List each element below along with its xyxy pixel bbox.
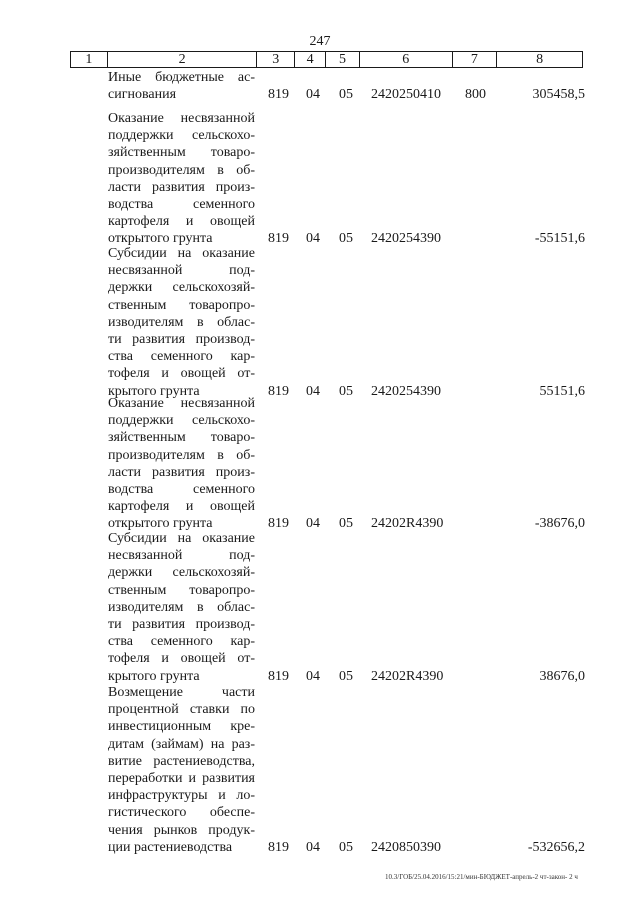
- description-line: несвязанной под-: [108, 548, 255, 564]
- description-line: поддержки сельскохо-: [108, 128, 255, 144]
- cell-col3: 819: [268, 383, 289, 399]
- cell-col6: 2420254390: [371, 383, 441, 399]
- description-line: открытого грунта: [108, 516, 213, 532]
- column-header-3: 3: [257, 52, 295, 67]
- description-line: изводителям в облас-: [108, 599, 255, 615]
- description-line: изводителям в облас-: [108, 314, 255, 330]
- description-line: производителям в об-: [108, 447, 255, 463]
- cell-col4: 04: [306, 383, 320, 399]
- description-line: ции растениеводства: [108, 839, 233, 855]
- cell-col3: 819: [268, 839, 289, 855]
- cell-col5: 05: [339, 231, 353, 247]
- description-line: ства семенного кар-: [108, 634, 255, 650]
- description-line: тофеля и овощей от-: [108, 366, 255, 382]
- cell-col6: 2420254390: [371, 231, 441, 247]
- description-line: картофеля и овощей: [108, 214, 255, 230]
- cell-col3: 819: [268, 668, 289, 684]
- description-line: витие растениеводства,: [108, 753, 255, 769]
- column-header-2: 2: [108, 52, 257, 67]
- cell-col4: 04: [306, 87, 320, 103]
- row-description: [108, 245, 255, 400]
- row-description: [108, 530, 255, 685]
- description-line: открытого грунта: [108, 231, 213, 247]
- column-header-8: 8: [536, 51, 544, 67]
- description-line: ти развития производ-: [108, 331, 255, 347]
- description-line: гистического обеспе-: [108, 805, 255, 821]
- description-line: держки сельскохозяй-: [108, 565, 255, 581]
- cell-col4: 04: [306, 668, 320, 684]
- description-line: сигнования: [108, 87, 177, 103]
- description-line: переработки и развития: [108, 770, 255, 786]
- description-line: водства семенного: [108, 481, 255, 497]
- cell-col8: 305458,5: [532, 87, 585, 103]
- column-header-4: 4: [295, 52, 326, 67]
- description-line: ства семенного кар-: [108, 349, 255, 365]
- description-line: ственным товаропро-: [108, 582, 255, 598]
- cell-col6: 2420250410: [371, 87, 441, 103]
- description-line: дитам (займам) на раз-: [108, 736, 255, 752]
- cell-col4: 04: [306, 516, 320, 532]
- column-header-1: 1: [71, 52, 108, 67]
- cell-col5: 05: [339, 839, 353, 855]
- description-line: процентной ставки по: [108, 702, 255, 718]
- cell-col4: 04: [306, 839, 320, 855]
- cell-col6: 24202R4390: [371, 668, 444, 684]
- description-line: чения рынков продук-: [108, 822, 255, 838]
- description-line: держки сельскохозяй-: [108, 280, 255, 296]
- row-description: [108, 69, 255, 103]
- cell-col8: 38676,0: [539, 668, 585, 684]
- description-line: крытого грунта: [108, 383, 200, 399]
- column-header-7: 7: [453, 52, 498, 67]
- cell-col5: 05: [339, 668, 353, 684]
- description-line: картофеля и овощей: [108, 499, 255, 515]
- description-line: крытого грунта: [108, 668, 200, 684]
- description-line: ласти развития произ-: [108, 464, 255, 480]
- cell-col5: 05: [339, 383, 353, 399]
- cell-col7: 800: [465, 87, 486, 103]
- cell-col6: 2420850390: [371, 839, 441, 855]
- cell-col8: -532656,2: [527, 839, 585, 855]
- description-line: Возмещение части: [108, 685, 255, 700]
- description-line: ственным товаропро-: [108, 297, 255, 313]
- description-line: инвестиционным кре-: [108, 719, 255, 735]
- description-line: поддержки сельскохо-: [108, 413, 255, 429]
- description-line: водства семенного: [108, 196, 255, 212]
- cell-col8: -38676,0: [534, 516, 585, 532]
- description-line: Оказание несвязанной: [108, 111, 255, 126]
- cell-col5: 05: [339, 87, 353, 103]
- description-line: производителям в об-: [108, 162, 255, 178]
- row-description: [108, 684, 255, 856]
- cell-col3: 819: [268, 516, 289, 532]
- row-description: [108, 110, 255, 248]
- description-line: несвязанной под-: [108, 263, 255, 279]
- cell-col3: 819: [268, 231, 289, 247]
- description-line: Иные бюджетные ас-: [108, 70, 255, 85]
- column-header-5: 5: [326, 52, 360, 67]
- description-line: зяйственным товаро-: [108, 430, 255, 446]
- cell-col5: 05: [339, 516, 353, 532]
- description-line: Субсидии на оказание: [108, 246, 255, 261]
- row-description: [108, 395, 255, 533]
- description-line: зяйственным товаро-: [108, 145, 255, 161]
- description-line: ласти развития произ-: [108, 179, 255, 195]
- cell-col8: -55151,6: [534, 231, 585, 247]
- column-header-6: 6: [360, 52, 453, 67]
- page-number: 247: [309, 34, 331, 49]
- cell-col6: 24202R4390: [371, 516, 444, 532]
- cell-col8: 55151,6: [539, 383, 585, 399]
- column-header-row: [70, 51, 583, 68]
- description-line: ти развития производ-: [108, 616, 255, 632]
- description-line: тофеля и овощей от-: [108, 651, 255, 667]
- description-line: инфраструктуры и ло-: [108, 788, 255, 804]
- cell-col4: 04: [306, 231, 320, 247]
- description-line: Субсидии на оказание: [108, 531, 255, 546]
- description-line: Оказание несвязанной: [108, 396, 255, 411]
- document-footer-stamp: 10.3/ГОБ/25.04.2016/15:21/мин-БЮДЖЕТ-апрель-2 чт-закон- 2 ч: [385, 873, 578, 881]
- cell-col3: 819: [268, 87, 289, 103]
